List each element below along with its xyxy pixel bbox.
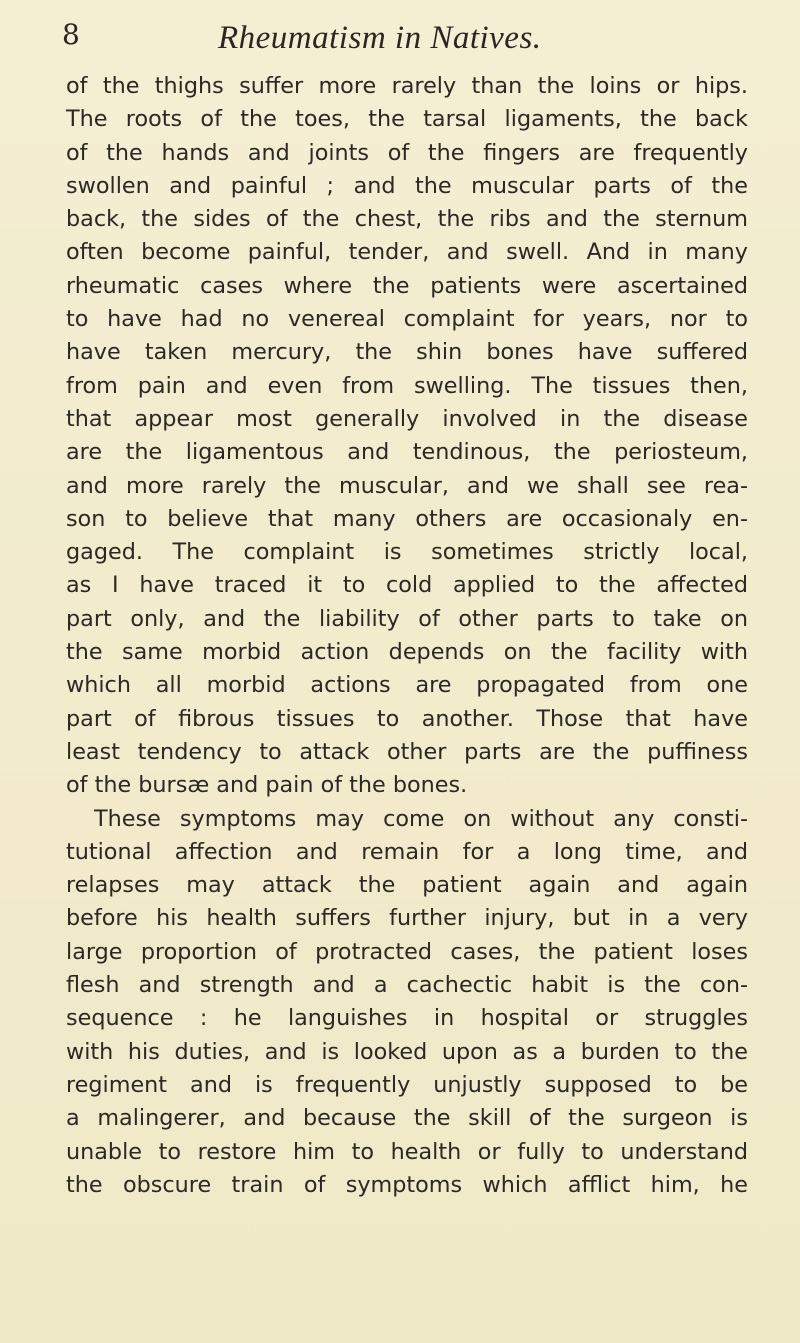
text-line: back, the sides of the chest, the ribs and the sternum — [66, 206, 748, 233]
text-line: relapses may attack the patient again and again — [66, 872, 748, 899]
text-line: tutional affection and remain for a long time, and — [66, 838, 748, 865]
text-line: These symptoms may come on without any consti- — [94, 805, 748, 832]
text-line: least tendency to attack other parts are the puffiness — [66, 738, 748, 765]
text-line: son to believe that many others are occasionaly en- — [66, 505, 748, 532]
text-line: which all morbid actions are propagated from one — [66, 672, 748, 699]
text-line: part only, and the liability of other parts to take on — [66, 605, 748, 632]
text-line: with his duties, and is looked upon as a burden to the — [66, 1038, 748, 1065]
text-line: and more rarely the muscular, and we shall see rea- — [66, 472, 748, 499]
text-line: from pain and even from swelling. The tissues then, — [66, 372, 748, 399]
text-line: part of fibrous tissues to another. Those that have — [66, 705, 748, 732]
text-line: often become painful, tender, and swell. And in many — [66, 239, 748, 266]
text-line: unable to restore him to health or fully to understand — [66, 1138, 748, 1165]
text-line: sequence : he languishes in hospital or struggles — [66, 1005, 748, 1032]
text-line: swollen and painful ; and the muscular parts of the — [66, 172, 748, 199]
page-number: 8 — [62, 18, 80, 51]
paragraph-2 — [66, 803, 748, 1203]
text-line: rheumatic cases where the patients were ascertained — [66, 272, 748, 299]
running-head: Rheumatism in Natives. — [218, 20, 542, 56]
body-text — [66, 70, 748, 1202]
text-line: the same morbid action depends on the facility with — [66, 639, 748, 666]
text-line: gaged. The complaint is sometimes strictly local, — [66, 539, 748, 566]
text-line: The roots of the toes, the tarsal ligaments, the back — [66, 106, 748, 133]
text-line: the obscure train of symptoms which afflict him, he — [66, 1171, 748, 1198]
text-line: that appear most generally involved in the disease — [66, 405, 748, 432]
text-line: before his health suffers further injury, but in a very — [66, 905, 748, 932]
page-header — [0, 16, 800, 66]
paragraph-1 — [66, 70, 748, 803]
text-line: of the bursæ and pain of the bones. — [66, 772, 468, 799]
text-line: are the ligamentous and tendinous, the periosteum, — [66, 439, 748, 466]
text-line: a malingerer, and because the skill of the surgeon is — [66, 1105, 748, 1132]
text-line: large proportion of protracted cases, the patient loses — [66, 938, 748, 965]
text-line: have taken mercury, the shin bones have suffered — [66, 339, 748, 366]
text-line: to have had no venereal complaint for years, nor to — [66, 306, 748, 333]
text-line: as I have traced it to cold applied to the affected — [66, 572, 748, 599]
text-line: regiment and is frequently unjustly supposed to be — [66, 1071, 748, 1098]
text-line: flesh and strength and a cachectic habit is the con- — [66, 972, 748, 999]
text-line: of the hands and joints of the fingers are frequently — [66, 139, 748, 166]
text-line: of the thighs suffer more rarely than the loins or hips. — [66, 73, 748, 99]
